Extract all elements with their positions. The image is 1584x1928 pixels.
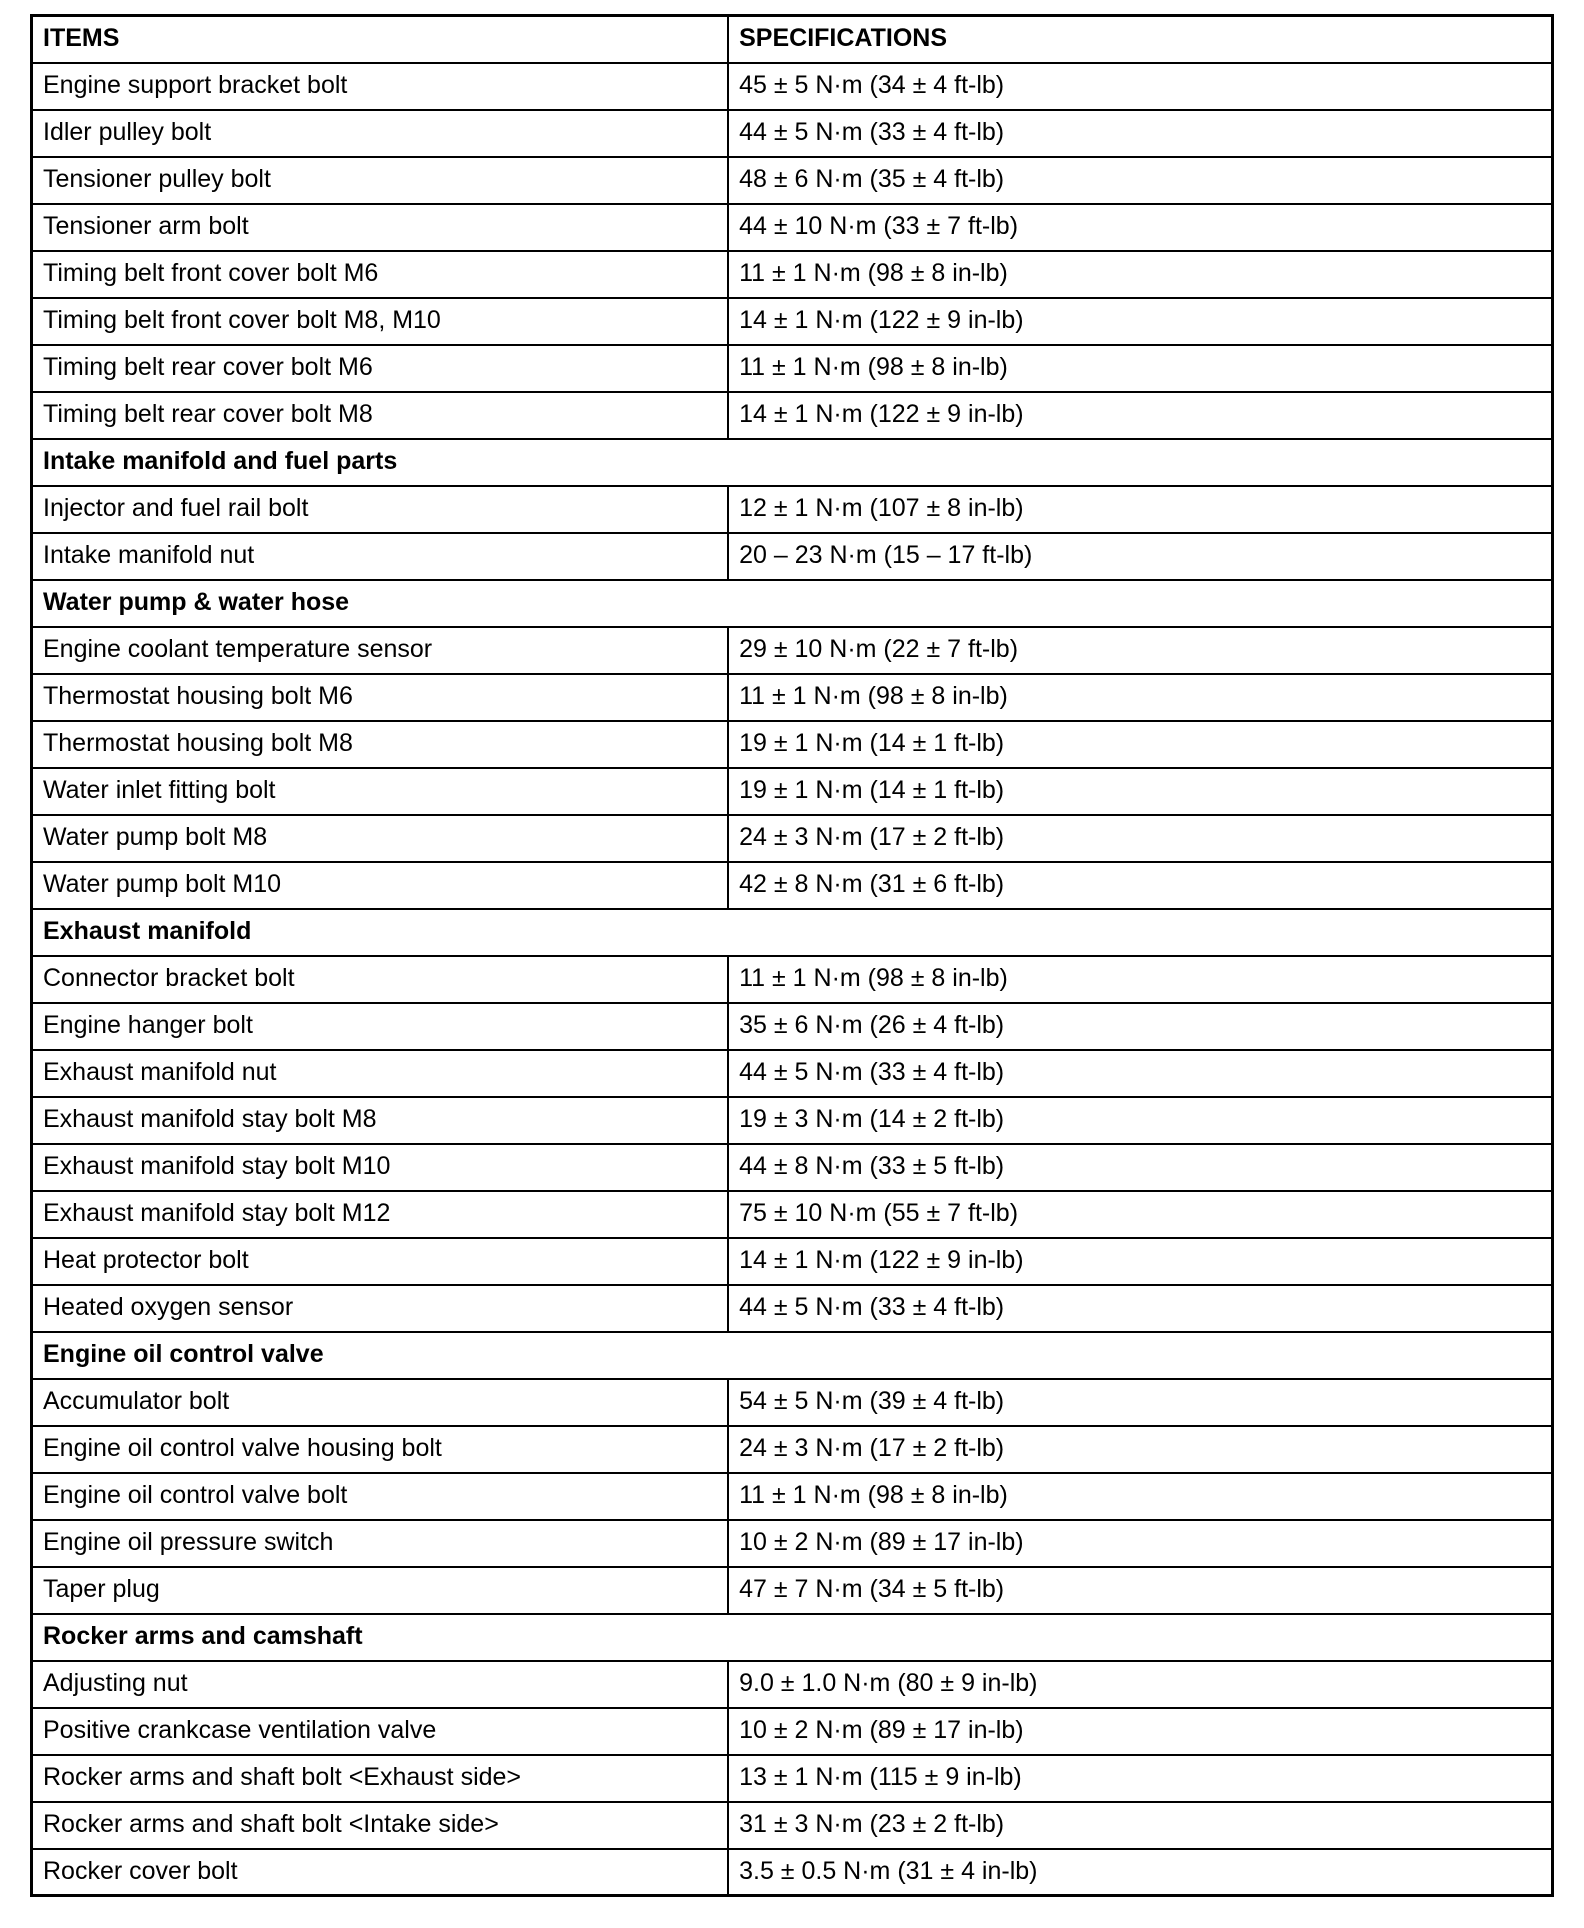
spec-cell: 48 ± 6 N·m (35 ± 4 ft-lb) xyxy=(728,157,1552,204)
item-cell: Connector bracket bolt xyxy=(32,956,729,1003)
spec-cell: 12 ± 1 N·m (107 ± 8 in-lb) xyxy=(728,486,1552,533)
spec-cell: 11 ± 1 N·m (98 ± 8 in-lb) xyxy=(728,674,1552,721)
table-row xyxy=(32,1849,1553,1896)
spec-cell: 19 ± 1 N·m (14 ± 1 ft-lb) xyxy=(728,768,1552,815)
spec-table-body xyxy=(32,63,1553,1896)
table-row xyxy=(32,1567,1553,1614)
section-row xyxy=(32,1614,1553,1661)
item-cell: Positive crankcase ventilation valve xyxy=(32,1708,729,1755)
table-row xyxy=(32,1426,1553,1473)
spec-cell: 20 – 23 N·m (15 – 17 ft-lb) xyxy=(728,533,1552,580)
spec-cell: 11 ± 1 N·m (98 ± 8 in-lb) xyxy=(728,345,1552,392)
spec-cell: 44 ± 8 N·m (33 ± 5 ft-lb) xyxy=(728,1144,1552,1191)
item-cell: Rocker cover bolt xyxy=(32,1849,729,1896)
spec-cell: 11 ± 1 N·m (98 ± 8 in-lb) xyxy=(728,956,1552,1003)
table-row xyxy=(32,1285,1553,1332)
item-cell: Rocker arms and shaft bolt <Exhaust side> xyxy=(32,1755,729,1802)
table-row xyxy=(32,204,1553,251)
spec-cell: 14 ± 1 N·m (122 ± 9 in-lb) xyxy=(728,1238,1552,1285)
table-row xyxy=(32,768,1553,815)
item-cell: Thermostat housing bolt M8 xyxy=(32,721,729,768)
spec-cell: 44 ± 5 N·m (33 ± 4 ft-lb) xyxy=(728,1050,1552,1097)
item-cell: Engine support bracket bolt xyxy=(32,63,729,110)
table-row xyxy=(32,1238,1553,1285)
item-cell: Water inlet fitting bolt xyxy=(32,768,729,815)
item-cell: Exhaust manifold stay bolt M10 xyxy=(32,1144,729,1191)
table-row xyxy=(32,486,1553,533)
section-row xyxy=(32,909,1553,956)
spec-cell: 19 ± 3 N·m (14 ± 2 ft-lb) xyxy=(728,1097,1552,1144)
spec-cell: 47 ± 7 N·m (34 ± 5 ft-lb) xyxy=(728,1567,1552,1614)
spec-cell: 19 ± 1 N·m (14 ± 1 ft-lb) xyxy=(728,721,1552,768)
table-row xyxy=(32,1191,1553,1238)
item-cell: Exhaust manifold stay bolt M12 xyxy=(32,1191,729,1238)
spec-cell: 44 ± 5 N·m (33 ± 4 ft-lb) xyxy=(728,110,1552,157)
item-cell: Water pump bolt M10 xyxy=(32,862,729,909)
section-row xyxy=(32,439,1553,486)
table-row xyxy=(32,1708,1553,1755)
column-header-items: ITEMS xyxy=(32,16,729,63)
spec-cell: 10 ± 2 N·m (89 ± 17 in-lb) xyxy=(728,1708,1552,1755)
table-row xyxy=(32,392,1553,439)
spec-cell: 75 ± 10 N·m (55 ± 7 ft-lb) xyxy=(728,1191,1552,1238)
section-label: Intake manifold and fuel parts xyxy=(32,439,1553,486)
item-cell: Engine oil control valve bolt xyxy=(32,1473,729,1520)
spec-cell: 29 ± 10 N·m (22 ± 7 ft-lb) xyxy=(728,627,1552,674)
item-cell: Engine oil control valve housing bolt xyxy=(32,1426,729,1473)
table-row xyxy=(32,63,1553,110)
section-label: Engine oil control valve xyxy=(32,1332,1553,1379)
spec-cell: 14 ± 1 N·m (122 ± 9 in-lb) xyxy=(728,298,1552,345)
item-cell: Engine coolant temperature sensor xyxy=(32,627,729,674)
item-cell: Adjusting nut xyxy=(32,1661,729,1708)
table-row xyxy=(32,815,1553,862)
section-row xyxy=(32,580,1553,627)
spec-cell: 24 ± 3 N·m (17 ± 2 ft-lb) xyxy=(728,1426,1552,1473)
section-label: Exhaust manifold xyxy=(32,909,1553,956)
item-cell: Heat protector bolt xyxy=(32,1238,729,1285)
table-row xyxy=(32,345,1553,392)
torque-spec-table xyxy=(30,14,1554,1897)
spec-cell: 14 ± 1 N·m (122 ± 9 in-lb) xyxy=(728,392,1552,439)
section-label: Water pump & water hose xyxy=(32,580,1553,627)
table-row xyxy=(32,1755,1553,1802)
spec-cell: 54 ± 5 N·m (39 ± 4 ft-lb) xyxy=(728,1379,1552,1426)
item-cell: Rocker arms and shaft bolt <Intake side> xyxy=(32,1802,729,1849)
section-label: Rocker arms and camshaft xyxy=(32,1614,1553,1661)
item-cell: Timing belt front cover bolt M6 xyxy=(32,251,729,298)
spec-cell: 3.5 ± 0.5 N·m (31 ± 4 in-lb) xyxy=(728,1849,1552,1896)
spec-cell: 9.0 ± 1.0 N·m (80 ± 9 in-lb) xyxy=(728,1661,1552,1708)
spec-cell: 31 ± 3 N·m (23 ± 2 ft-lb) xyxy=(728,1802,1552,1849)
column-header-specifications: SPECIFICATIONS xyxy=(728,16,1552,63)
table-row xyxy=(32,1802,1553,1849)
item-cell: Intake manifold nut xyxy=(32,533,729,580)
item-cell: Engine hanger bolt xyxy=(32,1003,729,1050)
item-cell: Water pump bolt M8 xyxy=(32,815,729,862)
item-cell: Exhaust manifold nut xyxy=(32,1050,729,1097)
item-cell: Timing belt rear cover bolt M8 xyxy=(32,392,729,439)
table-row xyxy=(32,1003,1553,1050)
item-cell: Idler pulley bolt xyxy=(32,110,729,157)
spec-cell: 10 ± 2 N·m (89 ± 17 in-lb) xyxy=(728,1520,1552,1567)
table-row xyxy=(32,110,1553,157)
table-row xyxy=(32,956,1553,1003)
item-cell: Engine oil pressure switch xyxy=(32,1520,729,1567)
table-row xyxy=(32,1379,1553,1426)
section-row xyxy=(32,1332,1553,1379)
table-row xyxy=(32,1050,1553,1097)
table-row xyxy=(32,1144,1553,1191)
spec-cell: 44 ± 5 N·m (33 ± 4 ft-lb) xyxy=(728,1285,1552,1332)
spec-cell: 11 ± 1 N·m (98 ± 8 in-lb) xyxy=(728,1473,1552,1520)
spec-cell: 44 ± 10 N·m (33 ± 7 ft-lb) xyxy=(728,204,1552,251)
item-cell: Timing belt rear cover bolt M6 xyxy=(32,345,729,392)
spec-cell: 11 ± 1 N·m (98 ± 8 in-lb) xyxy=(728,251,1552,298)
table-row xyxy=(32,251,1553,298)
table-row xyxy=(32,627,1553,674)
table-row xyxy=(32,298,1553,345)
header-row xyxy=(32,16,1553,63)
table-row xyxy=(32,533,1553,580)
item-cell: Tensioner arm bolt xyxy=(32,204,729,251)
spec-cell: 45 ± 5 N·m (34 ± 4 ft-lb) xyxy=(728,63,1552,110)
table-row xyxy=(32,1473,1553,1520)
table-row xyxy=(32,862,1553,909)
item-cell: Thermostat housing bolt M6 xyxy=(32,674,729,721)
spec-cell: 24 ± 3 N·m (17 ± 2 ft-lb) xyxy=(728,815,1552,862)
table-row xyxy=(32,1661,1553,1708)
table-row xyxy=(32,157,1553,204)
spec-cell: 13 ± 1 N·m (115 ± 9 in-lb) xyxy=(728,1755,1552,1802)
item-cell: Timing belt front cover bolt M8, M10 xyxy=(32,298,729,345)
table-row xyxy=(32,1097,1553,1144)
spec-cell: 35 ± 6 N·m (26 ± 4 ft-lb) xyxy=(728,1003,1552,1050)
table-row xyxy=(32,721,1553,768)
item-cell: Tensioner pulley bolt xyxy=(32,157,729,204)
item-cell: Accumulator bolt xyxy=(32,1379,729,1426)
item-cell: Injector and fuel rail bolt xyxy=(32,486,729,533)
spec-cell: 42 ± 8 N·m (31 ± 6 ft-lb) xyxy=(728,862,1552,909)
item-cell: Taper plug xyxy=(32,1567,729,1614)
item-cell: Exhaust manifold stay bolt M8 xyxy=(32,1097,729,1144)
table-row xyxy=(32,674,1553,721)
table-row xyxy=(32,1520,1553,1567)
item-cell: Heated oxygen sensor xyxy=(32,1285,729,1332)
